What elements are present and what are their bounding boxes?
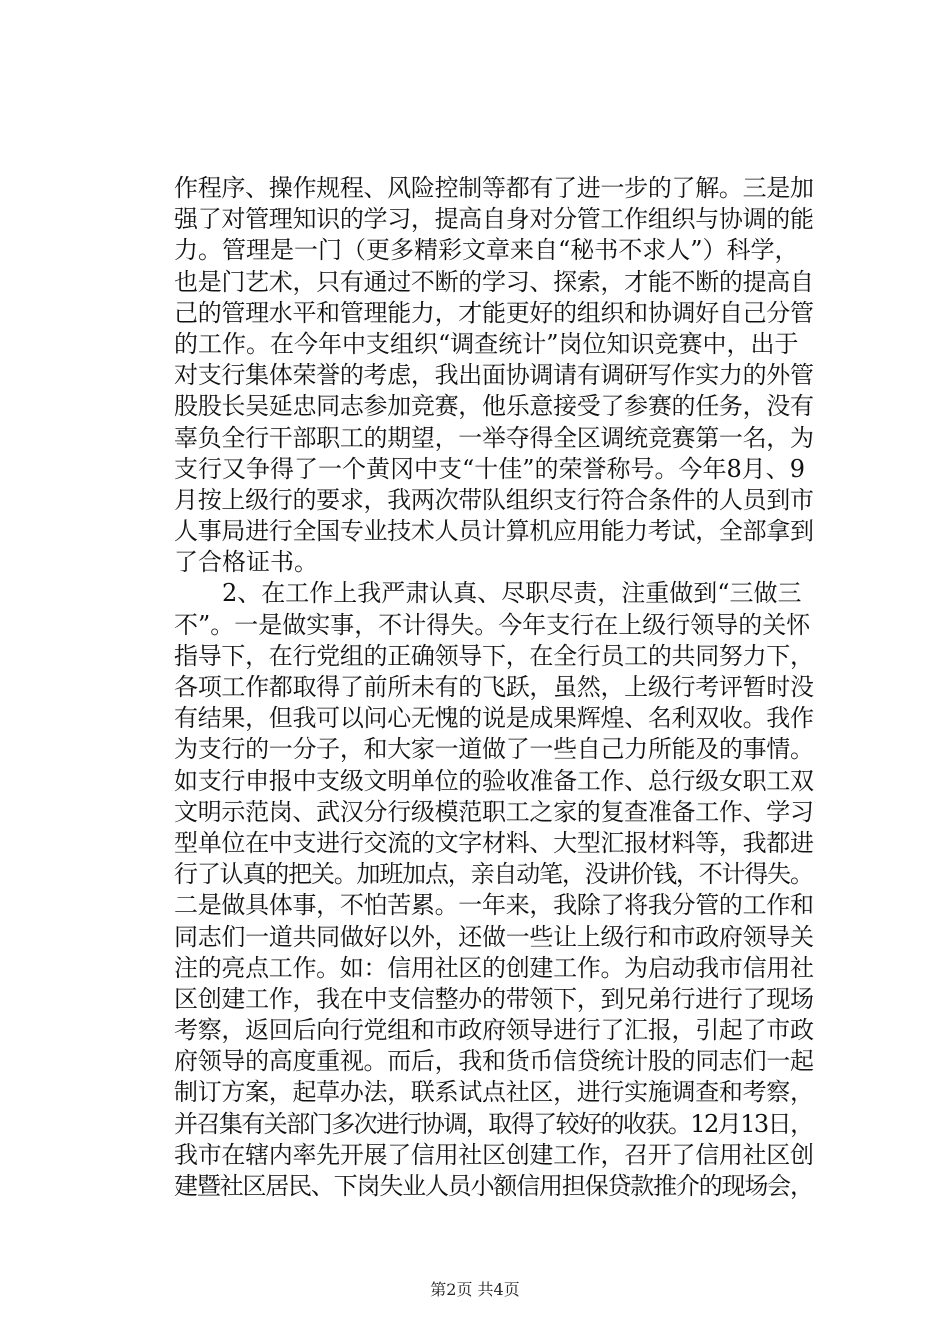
text-line: 2、在工作上我严肃认真、尽职尽责，注重做到“三做三 — [174, 579, 802, 608]
text-line: 我市在辖内率先开展了信用社区创建工作，召开了信用社区创 — [174, 1140, 814, 1169]
text-line: 如支行申报中支级文明单位的验收准备工作、总行级女职工双 — [174, 766, 814, 795]
text-line: 注的亮点工作。如：信用社区的创建工作。为启动我市信用社 — [174, 953, 814, 982]
text-line: 有结果，但我可以问心无愧的说是成果辉煌、名利双收。我作 — [174, 704, 814, 733]
text-line: 文明示范岗、武汉分行级模范职工之家的复查准备工作、学习 — [174, 797, 814, 826]
text-line: 各项工作都取得了前所未有的飞跃，虽然，上级行考评暂时没 — [174, 673, 814, 701]
text-line: 股股长吴延忠同志参加竞赛，他乐意接受了参赛的任务，没有 — [174, 392, 814, 421]
text-line: 建暨社区居民、下岗失业人员小额信用担保贷款推介的现场会， — [174, 1172, 813, 1200]
text-line: 作程序、操作规程、风险控制等都有了进一步的了解。三是加 — [174, 174, 814, 202]
body-text — [174, 173, 814, 1202]
text-line: 二是做具体事，不怕苦累。一年来，我除了将我分管的工作和 — [174, 891, 814, 920]
text-line: 月按上级行的要求，我两次带队组织支行符合条件的人员到市 — [174, 485, 814, 514]
text-line: 制订方案，起草办法，联系试点社区，进行实施调查和考察， — [174, 1078, 814, 1107]
text-line: 了合格证书。 — [174, 548, 318, 577]
text-line: 行了认真的把关。加班加点，亲自动笔，没讲价钱，不计得失。 — [174, 860, 813, 889]
text-line: 也是门艺术，只有通过不断的学习、探索，才能不断的提高自 — [174, 267, 814, 296]
text-line: 考察，返回后向行党组和市政府领导进行了汇报，引起了市政 — [174, 1016, 814, 1045]
text-line: 并召集有关部门多次进行协调，取得了较好的收获。12月13日， — [174, 1109, 813, 1138]
text-line: 为支行的一分子，和大家一道做了一些自己力所能及的事情。 — [174, 735, 814, 764]
text-line: 府领导的高度重视。而后，我和货币信贷统计股的同志们一起 — [174, 1047, 814, 1076]
text-line: 同志们一道共同做好以外，还做一些让上级行和市政府领导关 — [174, 922, 814, 951]
text-line: 辜负全行干部职工的期望，一举夺得全区调统竞赛第一名，为 — [174, 423, 814, 452]
text-line: 强了对管理知识的学习，提高自身对分管工作组织与协调的能 — [174, 205, 814, 234]
text-line: 支行又争得了一个黄冈中支“十佳”的荣誉称号。今年8月、9 — [174, 454, 806, 483]
text-line: 的工作。在今年中支组织“调查统计”岗位知识竞赛中，出于 — [174, 329, 799, 358]
text-line: 人事局进行全国专业技术人员计算机应用能力考试，全部拿到 — [174, 517, 814, 546]
text-line: 己的管理水平和管理能力，才能更好的组织和协调好自己分管 — [174, 298, 814, 327]
text-line: 指导下，在行党组的正确领导下，在全行员工的共同努力下， — [174, 641, 814, 670]
text-line: 不”。一是做实事，不计得失。今年支行在上级行领导的关怀 — [174, 610, 811, 639]
text-line: 型单位在中支进行交流的文字材料、大型汇报材料等，我都进 — [174, 828, 814, 857]
text-line: 对支行集体荣誉的考虑，我出面协调请有调研写作实力的外管 — [174, 361, 814, 390]
text-line: 区创建工作，我在中支信整办的带领下，到兄弟行进行了现场 — [174, 984, 814, 1013]
text-line: 力。管理是一门（更多精彩文章来自“秘书不求人”）科学， — [174, 236, 799, 265]
page-footer: 第2页 共4页 — [430, 1280, 520, 1299]
